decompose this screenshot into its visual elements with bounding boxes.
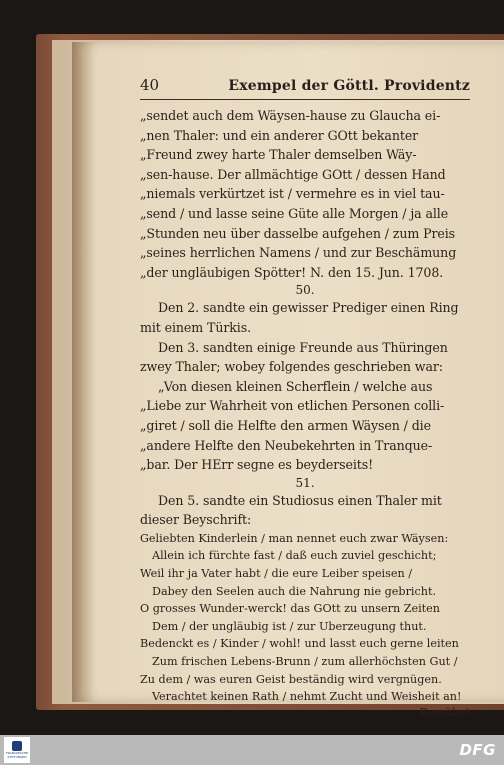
text-line: „Liebe zur Wahrheit von etlichen Personen colli-	[140, 398, 445, 414]
text-line: mit einem Türkis.	[140, 319, 251, 335]
text-line: „andere Helfte den Neubekehrten in Tranque-	[140, 437, 433, 453]
viewer-footer	[0, 735, 504, 765]
text-line: „niemals verkürtzet ist / vermehre es in viel tau-	[140, 186, 445, 202]
text-line: „sendet auch dem Wäysen-hause zu Glaucha ei-	[140, 108, 441, 123]
poem	[140, 530, 470, 706]
text-line: „Freund zwey harte Thaler demselben Wäy-	[140, 147, 417, 163]
logo-text: FRANCKESCHE STIFTUNGEN	[5, 751, 29, 759]
paragraph-letter	[140, 106, 470, 282]
text-line: „nen Thaler: und ein anderer GOtt bekanter	[140, 127, 419, 143]
running-title: Exempel der Göttl. Providentz	[228, 78, 470, 94]
section-number: 51.	[295, 475, 315, 490]
text-line: „sen-hause. Der allmächtige GOtt / dessen Hand	[140, 166, 446, 182]
text-line: „bar. Der HErr segne es beyderseits!	[140, 457, 374, 473]
page-text	[140, 76, 470, 720]
franckesche-stiftungen-logo[interactable]	[4, 737, 30, 763]
text-line: „seines herrlichen Namens / und zur Beschämung	[140, 245, 457, 261]
text-line: „giret / soll die Helfte den armen Wäysen / die	[140, 417, 431, 433]
text-line: Den 5. sandte ein Studiosus einen Thaler mit	[158, 492, 442, 508]
verse-line: Zu dem / was euren Geist beständig wird vergnügen.	[140, 672, 442, 686]
text-line: „send / und lasse seine Güte alle Morgen / ja alle	[140, 205, 449, 221]
text-line: dieser Beyschrift:	[140, 512, 252, 528]
verse-line: Verachtet keinen Rath / nehmt Zucht und Weisheit an!	[152, 690, 462, 704]
text-line: zwey Thaler; wobey folgendes geschrieben war:	[140, 359, 443, 375]
logo-icon	[12, 741, 22, 751]
verse-line: Allein ich fürchte fast / daß euch zuviel geschicht;	[152, 549, 437, 563]
paragraph-studiosus	[140, 491, 470, 530]
text-line: „Stunden neu über dasselbe aufgehen / zum Preis	[140, 225, 456, 241]
page-gutter	[72, 42, 94, 702]
verse-line: O grosses Wunder-werck! das GOtt zu unsern Zeiten	[140, 602, 440, 616]
verse-line: Bedenckt es / Kinder / wohl! und lasst euch gerne leiten	[140, 637, 459, 651]
verse-line: Geliebten Kinderlein / man nennet euch zwar Wäysen:	[140, 531, 449, 545]
verse-line: Dem / der ungläubig ist / zur Uberzeugung thut.	[152, 619, 427, 633]
page-header	[140, 76, 470, 100]
paragraph-donations	[140, 298, 470, 474]
text-line: Den 3. sandten einige Freunde aus Thüringen	[158, 339, 448, 355]
page-number: 40	[140, 76, 160, 94]
text-line: „Von diesen kleinen Scherflein / welche aus	[158, 378, 433, 394]
verse-line: Zum frischen Lebens-Brunn / zum allerhöchsten Gut /	[152, 655, 458, 669]
verse-line: Dabey den Seelen auch die Nahrung nie gebricht.	[152, 584, 437, 598]
text-line: Den 2. sandte ein gewisser Prediger einen Ring	[158, 300, 459, 316]
section-number: 50.	[295, 283, 315, 298]
verse-line: Weil ihr ja Vater habt / die eure Leiber speisen /	[140, 567, 413, 581]
catchword: Bemühet	[419, 705, 470, 719]
text-line: „der ungläubigen Spötter! N. den 15. Jun. 1708.	[140, 264, 444, 280]
dfg-logo[interactable]: DFG	[459, 741, 496, 759]
